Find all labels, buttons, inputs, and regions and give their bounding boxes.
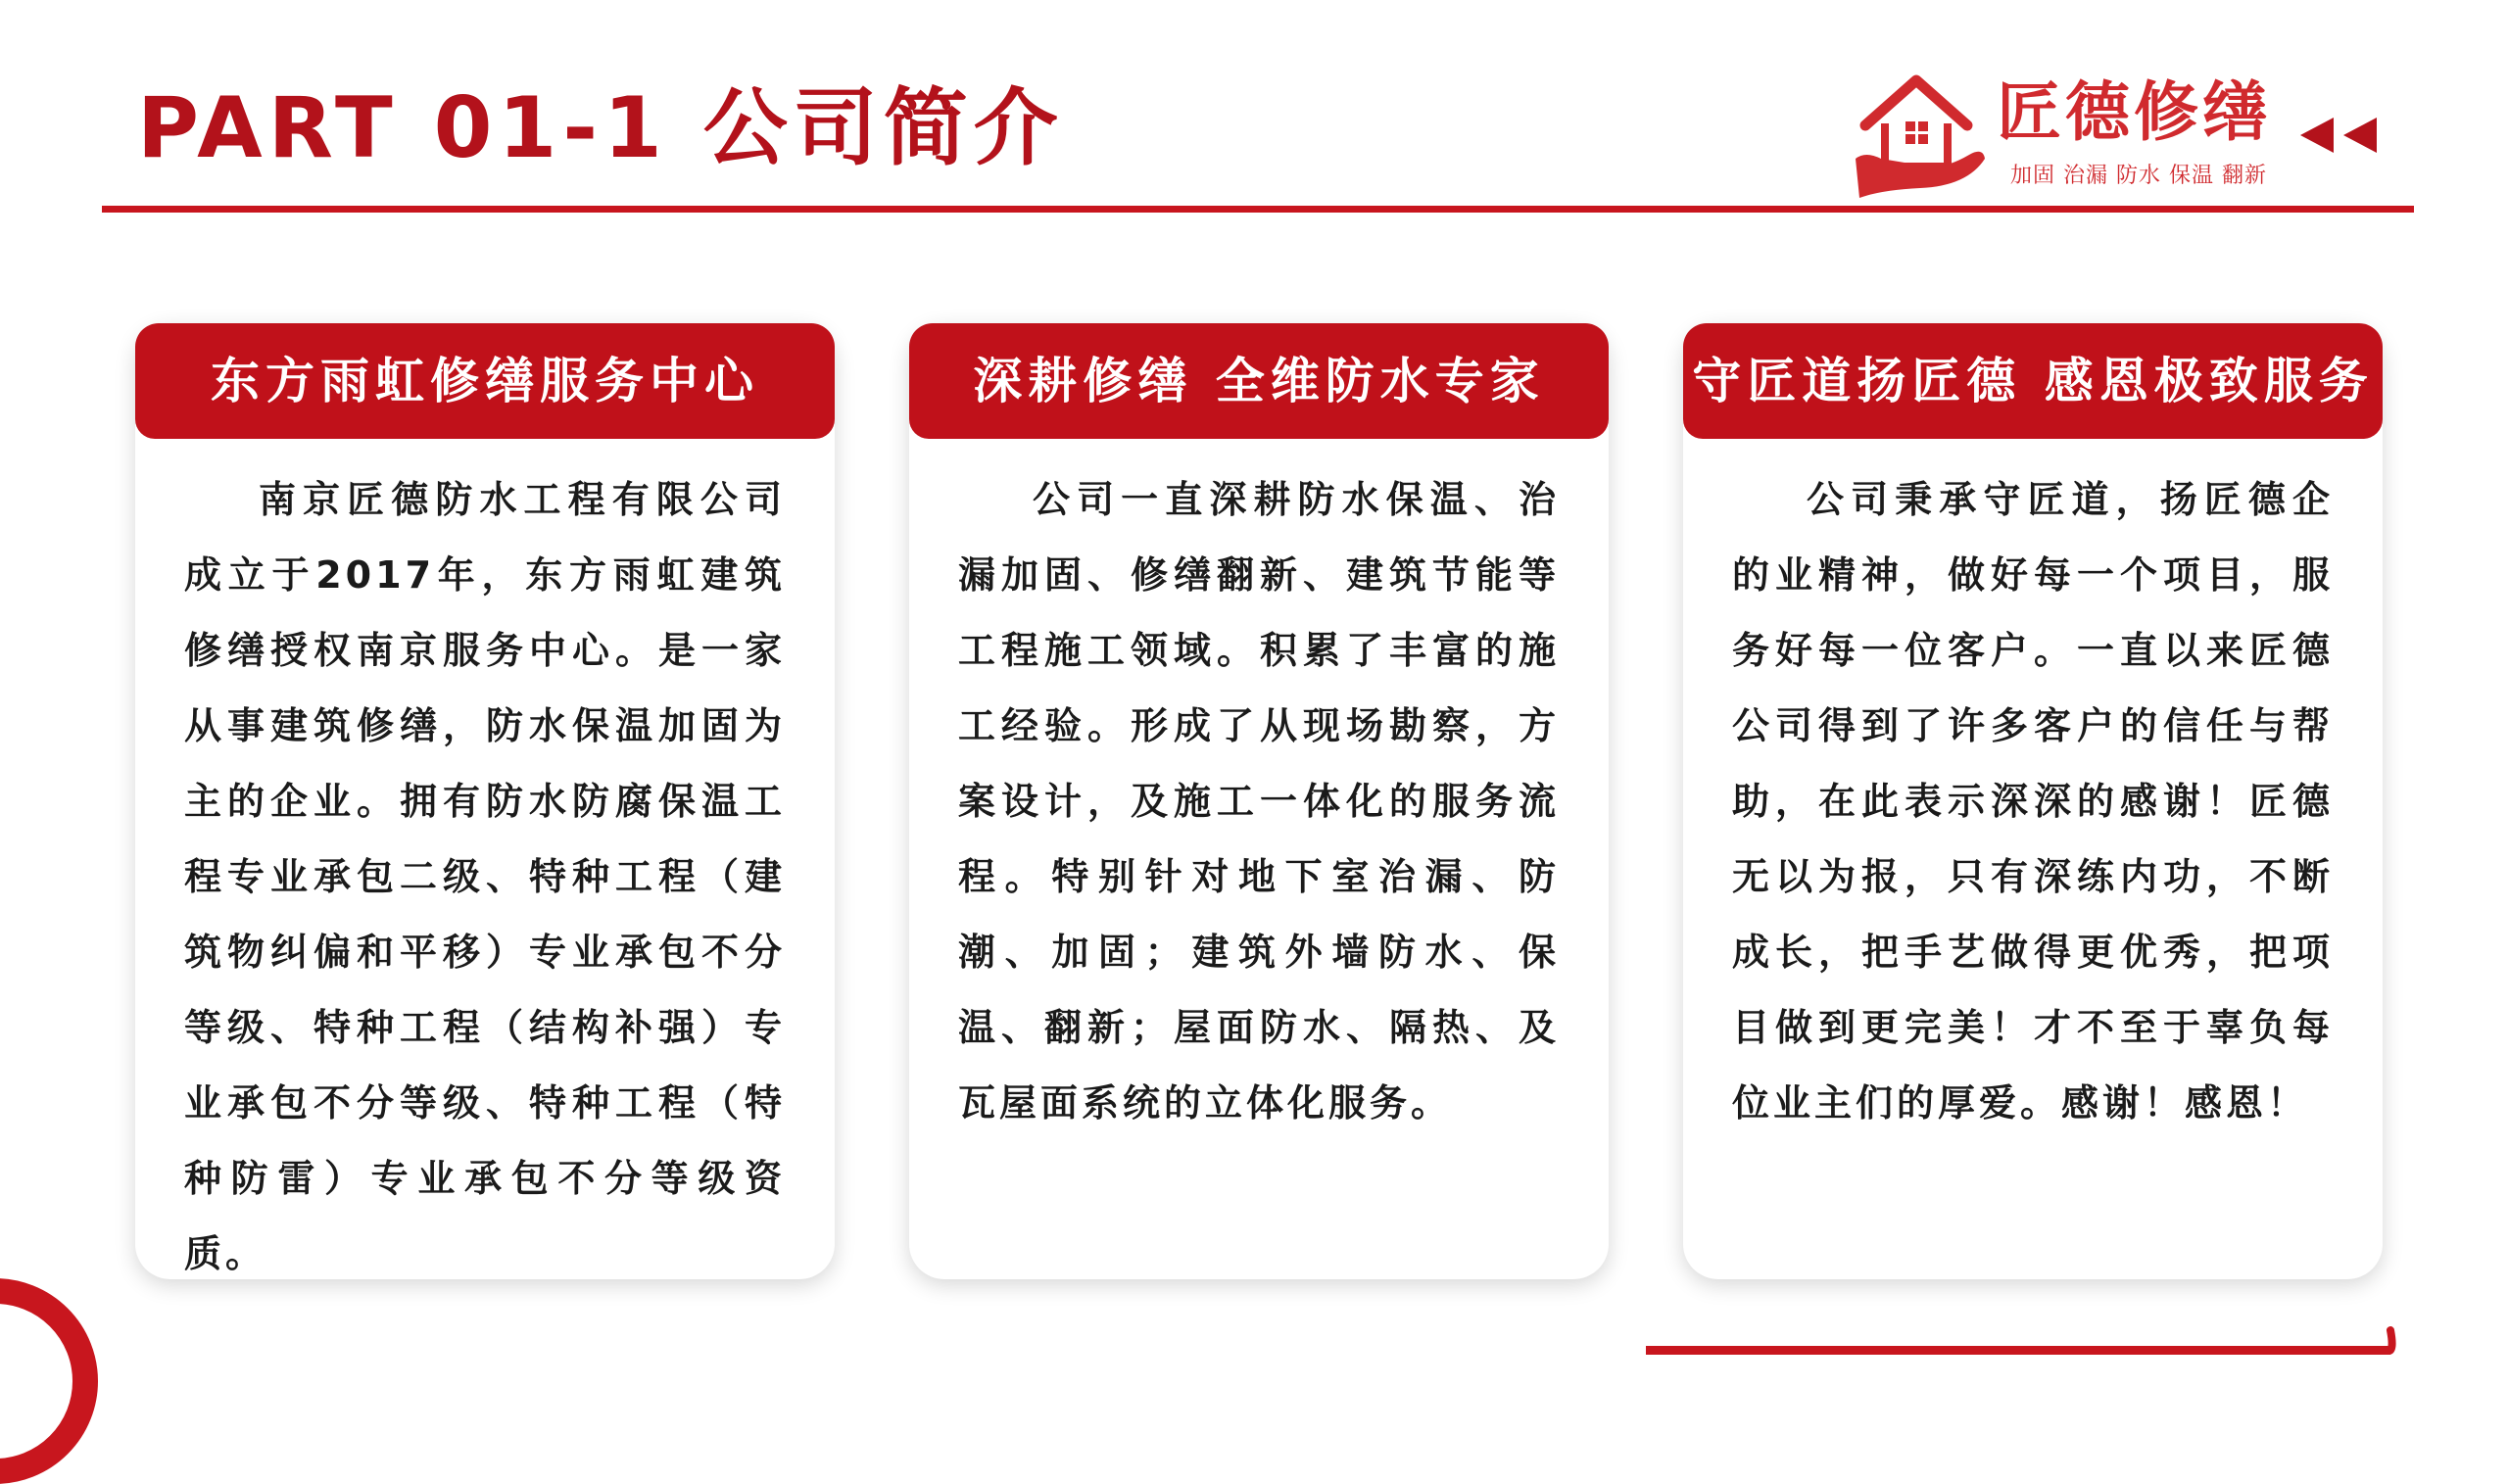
card-header: 东方雨虹修缮服务中心 xyxy=(135,323,835,439)
card-body: 公司一直深耕防水保温、治漏加固、修缮翻新、建筑节能等工程施工领域。积累了丰富的施工经验。形成了从现场勘察，方案设计，及施工一体化的服务流程。特别针对地下室治漏、防潮、加固；建筑外墙防水、保温、翻新；屋面防水、隔热、及瓦屋面系统的立体化服务。 xyxy=(958,478,1560,1125)
intro-card-2 xyxy=(909,323,1609,1279)
bottom-divider xyxy=(1646,1346,2390,1355)
card-body: 公司秉承守匠道，扬匠德企的业精神，做好每一个项目，服务好每一位客户。一直以来匠德公司得到了许多客户的信任与帮助，在此表示深深的感谢！匠德无以为报，只有深练内功，不断成长，把手艺做得更优秀，把项目做到更完美！才不至于辜负每位业主们的厚爱。感谢！感恩！ xyxy=(1732,478,2334,1125)
card-header: 守匠道扬匠德 感恩极致服务 xyxy=(1683,323,2383,439)
back-arrows-icon[interactable] xyxy=(2300,116,2388,155)
title-divider xyxy=(102,206,2414,213)
card-header: 深耕修缮 全维防水专家 xyxy=(909,323,1609,439)
intro-card-1 xyxy=(135,323,835,1279)
divider-hook-icon xyxy=(2351,1324,2398,1356)
house-hand-icon xyxy=(1852,65,1989,202)
page-title: PART 01-1 公司简介 xyxy=(137,79,1064,177)
card-body: 南京匠德防水工程有限公司成立于2017年，东方雨虹建筑修缮授权南京服务中心。是一家从事建筑修缮，防水保温加固为主的企业。拥有防水防腐保温工程专业承包二级、特种工程（建筑物纠偏和平移）专业承包不分等级、特种工程（结构补强）专业承包不分等级、特种工程（特种防雷）专业承包不分等级资质。 xyxy=(184,478,786,1275)
logo-name: 匠德修缮 xyxy=(1997,74,2271,150)
company-logo xyxy=(1852,65,2283,202)
corner-ring-decoration xyxy=(0,1278,98,1484)
intro-card-3 xyxy=(1683,323,2383,1279)
logo-tagline: 加固 治漏 防水 保温 翻新 xyxy=(2010,164,2267,188)
